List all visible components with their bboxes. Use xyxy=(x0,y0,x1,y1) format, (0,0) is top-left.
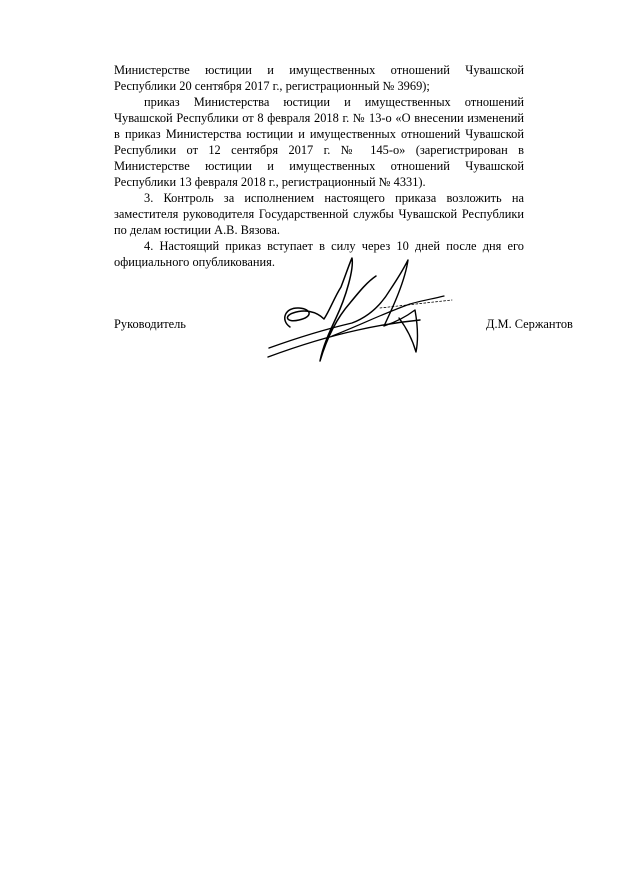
signature-stroke-main-loop xyxy=(285,258,376,361)
handwritten-signature xyxy=(262,250,462,370)
paragraph-control-clause: 3. Контроль за исполнением настоящего приказа возложить на заместителя руководителя Государственной службы Чувашской Республики по делам юстиции А.В. Вязова. xyxy=(114,191,524,237)
paragraph-effective-date: 4. Настоящий приказ вступает в силу через 10 дней после дня его официального опубликования. xyxy=(114,239,524,269)
document-body xyxy=(114,62,524,270)
paragraph-order-amendment: приказ Министерства юстиции и имущественных отношений Чувашской Республики от 8 февраля 2018 г. № 13-о «О внесении изменений в приказ Министерства юстиции и имущественных отношений Чувашской Республики от 12 сентября 2017 г. № 145-о» (зарегистрирован в Министерстве юстиции и имущественных отношений Чувашской Республики 13 февраля 2018 г., регистрационный № 4331). xyxy=(114,95,524,189)
signature-stroke-secondary xyxy=(269,260,417,352)
signatory-name: Д.М. Сержантов xyxy=(486,317,573,331)
signature-stroke-dash xyxy=(380,300,452,308)
signatory-title: Руководитель xyxy=(114,317,186,331)
signature-block xyxy=(114,316,588,336)
paragraph-registration-continuation: Министерстве юстиции и имущественных отношений Чувашской Республики 20 сентября 2017 г., регистрационный № 3969); xyxy=(114,63,524,93)
